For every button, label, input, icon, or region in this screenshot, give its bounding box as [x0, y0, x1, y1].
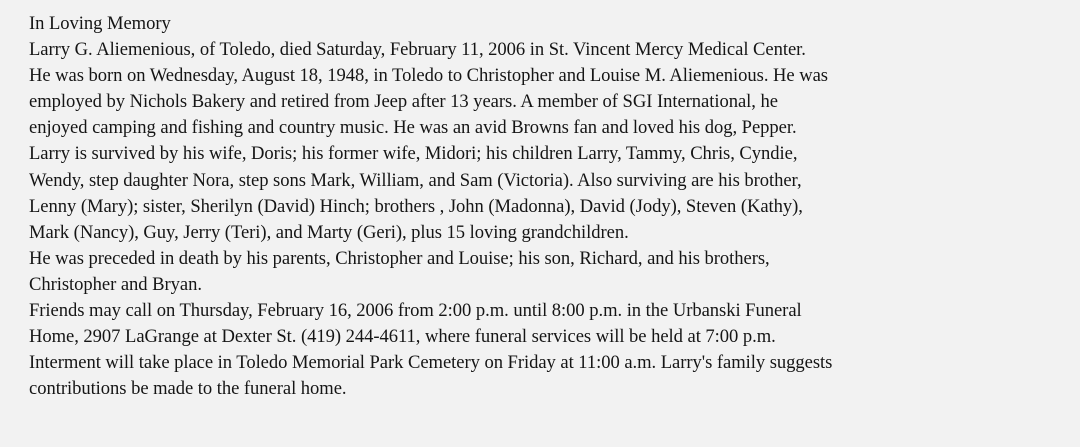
text-line: Larry G. Aliemenious, of Toledo, died Saturday, February 11, 2006 in St. Vincent Mercy Medical Center. — [29, 39, 806, 61]
text-line: He was preceded in death by his parents, Christopher and Louise; his son, Richard, and his brothers, — [29, 247, 770, 269]
text-line: Lenny (Mary); sister, Sherilyn (David) Hinch; brothers , John (Madonna), David (Jody), Steven (Kathy), — [29, 195, 803, 217]
text-line: Mark (Nancy), Guy, Jerry (Teri), and Marty (Geri), plus 15 loving grandchildren. — [29, 221, 629, 243]
text-line: Larry is survived by his wife, Doris; his former wife, Midori; his children Larry, Tammy, Chris, Cyndie, — [29, 143, 798, 165]
text-line: contributions be made to the funeral home. — [29, 378, 347, 400]
text-line: He was born on Wednesday, August 18, 1948, in Toledo to Christopher and Louise M. Aliemenious. He was — [29, 65, 828, 87]
text-line: Home, 2907 LaGrange at Dexter St. (419) 244-4611, where funeral services will be held at 7:00 p.m. — [29, 326, 776, 348]
text-line: enjoyed camping and fishing and country music. He was an avid Browns fan and loved his dog, Pepper. — [29, 117, 797, 139]
heading-line: In Loving Memory — [29, 13, 171, 34]
text-line: Friends may call on Thursday, February 16, 2006 from 2:00 p.m. until 8:00 p.m. in the Urbanski Funeral — [29, 300, 802, 322]
text-line: Christopher and Bryan. — [29, 273, 202, 295]
text-line: employed by Nichols Bakery and retired from Jeep after 13 years. A member of SGI International, he — [29, 91, 778, 113]
text-line: Interment will take place in Toledo Memorial Park Cemetery on Friday at 11:00 a.m. Larry's family suggests — [29, 352, 833, 374]
text-line: Wendy, step daughter Nora, step sons Mark, William, and Sam (Victoria). Also surviving are his brother, — [29, 169, 802, 191]
